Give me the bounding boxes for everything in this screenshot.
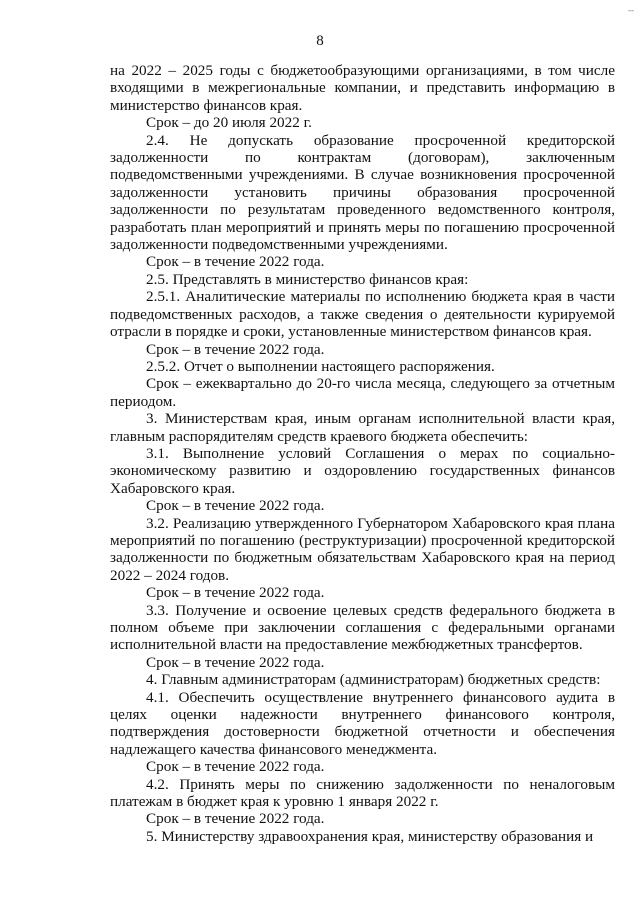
corner-mark: -- bbox=[628, 5, 634, 15]
paragraph: Срок – в течение 2022 года. bbox=[146, 758, 325, 776]
paragraph: 2.4. Не допускать образование просроченной кредиторской задолженности по контрактам (договорам), заключенным подведомственными учреждениями. В случае возникновения просроченной задолженности установить причины образования просроченной задолженности по результатам проведенного ведомственного контроля, разработать план мероприятий и принять меры по погашению просроченной задолженности подведомственными учреждениями. bbox=[110, 131, 615, 254]
paragraph: 3.2. Реализацию утвержденного Губернатором Хабаровского края плана мероприятий по погашению (реструктуризации) просроченной кредиторской задолженности по бюджетным обязательствам Хабаровского края на период 2022 – 2024 годов. bbox=[110, 514, 615, 584]
paragraph: Срок – в течение 2022 года. bbox=[146, 253, 325, 271]
paragraph: Срок – в течение 2022 года. bbox=[146, 340, 325, 358]
paragraph: 4.2. Принять меры по снижению задолженности по неналоговым платежам в бюджет края к уровню 1 января 2022 г. bbox=[110, 775, 615, 811]
paragraph: 4. Главным администраторам (администраторам) бюджетных средств: bbox=[146, 671, 601, 689]
paragraph: на 2022 – 2025 годы с бюджетообразующими организациями, в том числе входящими в межрегиональные компании, и представить информацию в министерство финансов края. bbox=[110, 62, 615, 114]
paragraph: Срок – до 20 июля 2022 г. bbox=[146, 114, 312, 132]
paragraph: 3. Министерствам края, иным органам исполнительной власти края, главным распорядителям средств краевого бюджета обеспечить: bbox=[110, 410, 615, 445]
page-number: 8 bbox=[316, 33, 324, 49]
paragraph: Срок – в течение 2022 года. bbox=[146, 810, 325, 828]
paragraph: 2.5.2. Отчет о выполнении настоящего распоряжения. bbox=[146, 357, 495, 375]
paragraph: 3.3. Получение и освоение целевых средств федерального бюджета в полном объеме при заключении соглашения с федеральными органами исполнительной власти на предоставление межбюджетных трансфертов. bbox=[110, 601, 615, 654]
paragraph: 2.5. Представлять в министерство финансов края: bbox=[146, 270, 469, 288]
document-body bbox=[110, 62, 615, 845]
paragraph: Срок – в течение 2022 года. bbox=[146, 584, 325, 602]
paragraph: Срок – в течение 2022 года. bbox=[146, 653, 325, 671]
paragraph: 2.5.1. Аналитические материалы по исполнению бюджета края в части подведомственных расходов, а также сведения о деятельности курируемой отрасли в порядке и сроки, установленные министерством финансов края. bbox=[110, 288, 615, 341]
paragraph: 5. Министерству здравоохранения края, министерству образования и bbox=[146, 827, 594, 845]
paragraph: Срок – в течение 2022 года. bbox=[146, 497, 325, 515]
paragraph: 3.1. Выполнение условий Соглашения о мерах по социально-экономическому развитию и оздоровлению государственных финансов Хабаровского края. bbox=[110, 444, 615, 497]
paragraph: 4.1. Обеспечить осуществление внутреннего финансового аудита в целях оценки надежности внутреннего финансового контроля, подтверждения достоверности бюджетной отчетности и обеспечения надлежащего качества финансового менеджмента. bbox=[110, 688, 615, 758]
paragraph: Срок – ежеквартально до 20-го числа месяца, следующего за отчетным периодом. bbox=[110, 375, 615, 410]
